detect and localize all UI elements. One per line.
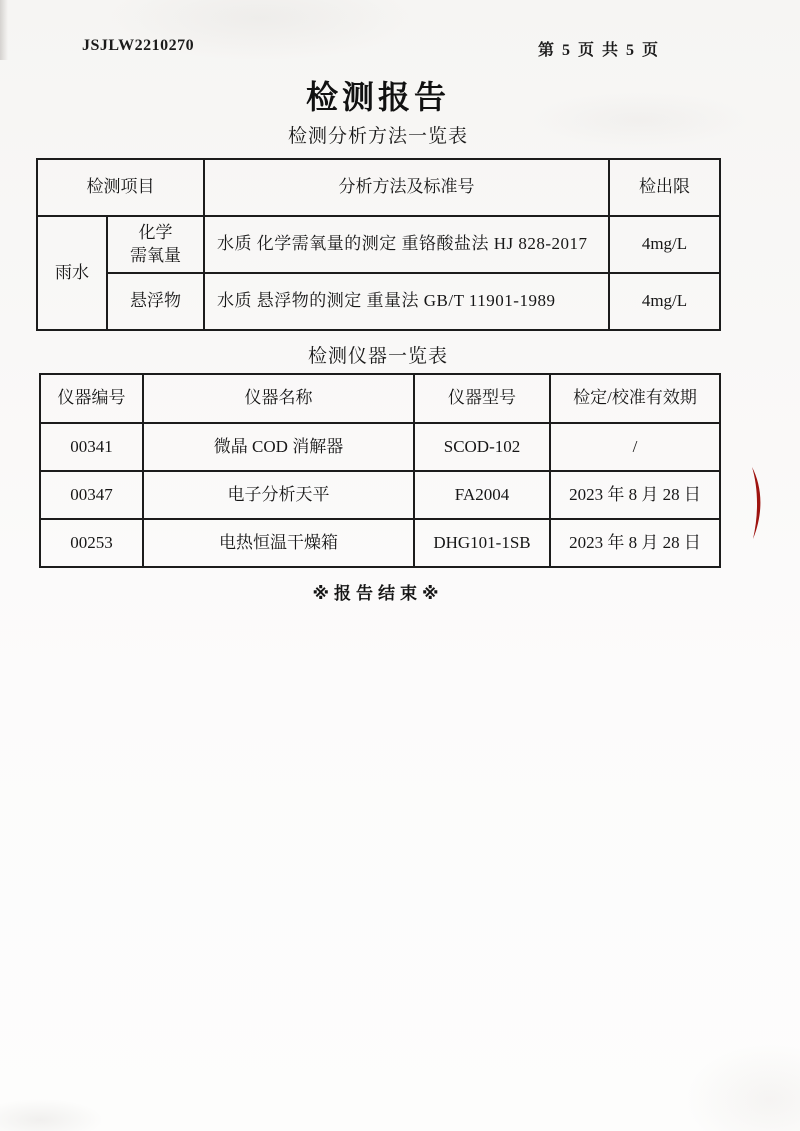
instrument-name-cell: 电热恒温干燥箱: [143, 519, 414, 567]
method-table-row: [37, 216, 720, 273]
method-table-row: [37, 273, 720, 330]
method-table: [36, 158, 721, 331]
header-instrument-model: 仪器型号: [414, 374, 550, 423]
calibration-validity-cell: 2023 年 8 月 28 日: [550, 471, 720, 519]
limit-cell: 4mg/L: [609, 273, 720, 330]
instrument-table: [39, 373, 721, 568]
header-limit: 检出限: [609, 159, 720, 216]
instrument-model-cell: DHG101-1SB: [414, 519, 550, 567]
method-table-header-row: [37, 159, 720, 216]
instrument-id-cell: 00347: [40, 471, 143, 519]
header-instrument-id: 仪器编号: [40, 374, 143, 423]
page-indicator: 第 5 页 共 5 页: [538, 42, 661, 59]
sample-type-cell: 雨水: [37, 216, 107, 330]
instrument-table-row: [40, 519, 720, 567]
item-cell: [107, 216, 204, 273]
limit-cell: 4mg/L: [609, 216, 720, 273]
item-line: 化学: [138, 222, 173, 242]
report-code: JSJLW2210270: [82, 37, 195, 54]
header-calibration-validity: 检定/校准有效期: [550, 374, 720, 423]
instrument-table-caption: 检测仪器一览表: [307, 346, 448, 367]
header-item: 检测项目: [37, 159, 204, 216]
calibration-validity-cell: 2023 年 8 月 28 日: [550, 519, 720, 567]
instrument-table-row: [40, 471, 720, 519]
instrument-model-cell: SCOD-102: [414, 423, 550, 471]
scan-edge-smudge: [0, 0, 8, 60]
method-cell: 水质 悬浮物的测定 重量法 GB/T 11901-1989: [204, 273, 609, 330]
instrument-id-cell: 00341: [40, 423, 143, 471]
header-instrument-name: 仪器名称: [143, 374, 414, 423]
item-line: 需氧量: [130, 245, 181, 265]
item-cell: 悬浮物: [107, 273, 204, 330]
instrument-table-row: [40, 423, 720, 471]
report-end-marker: ※报告结束※: [312, 584, 444, 603]
method-table-caption: 检测分析方法一览表: [287, 126, 468, 147]
instrument-name-cell: 电子分析天平: [143, 471, 414, 519]
calibration-validity-cell: /: [550, 423, 720, 471]
instrument-id-cell: 00253: [40, 519, 143, 567]
red-seal-stroke-icon: [747, 466, 767, 540]
instrument-name-cell: 微晶 COD 消解器: [143, 423, 414, 471]
method-cell: 水质 化学需氧量的测定 重铬酸盐法 HJ 828-2017: [204, 216, 609, 273]
instrument-table-header-row: [40, 374, 720, 423]
instrument-model-cell: FA2004: [414, 471, 550, 519]
page-title: 检测报告: [305, 79, 450, 115]
header-method: 分析方法及标准号: [204, 159, 609, 216]
